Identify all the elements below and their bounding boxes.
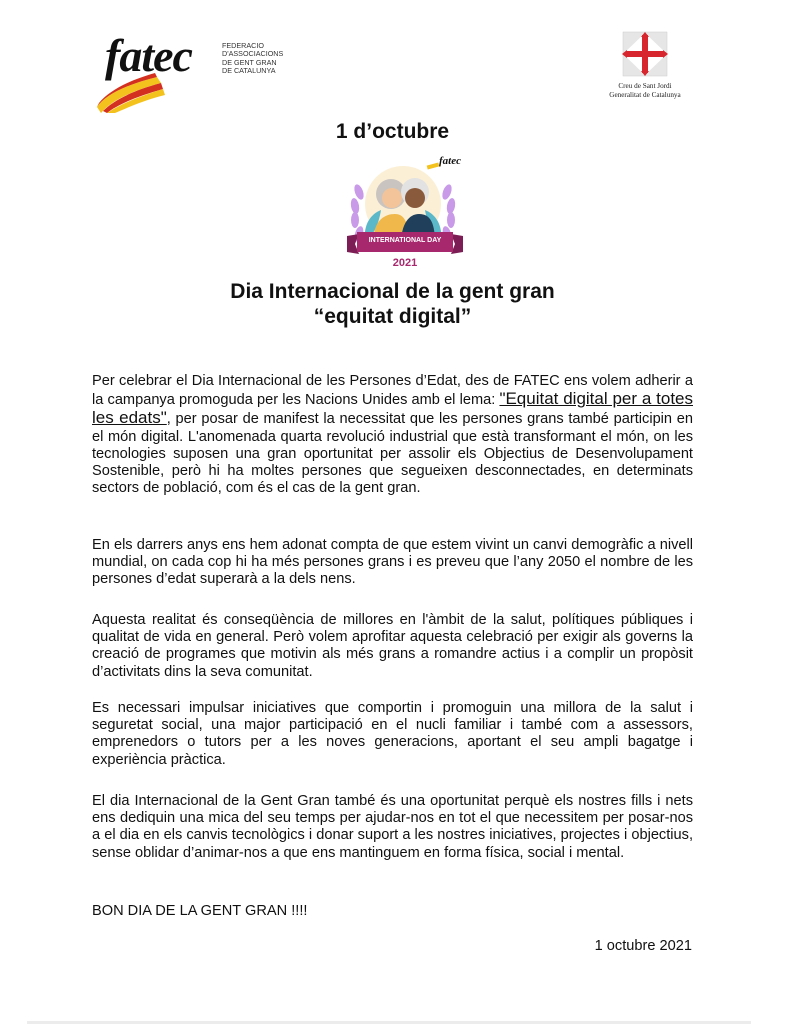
emblem-year: 2021 [392, 257, 418, 269]
ribbon-text: INTERNATIONAL DAY [368, 237, 442, 244]
main-title-line2: “equitat digital” [313, 305, 472, 328]
creu-caption-line: Creu de Sant Jordi [618, 82, 672, 90]
fatec-wordmark: fatec [105, 30, 192, 81]
emblem-fatec-logo: fatec [439, 155, 461, 167]
creu-caption-line: Generalitat de Catalunya [609, 91, 681, 99]
date-heading: 1 d’octubre [335, 120, 450, 143]
paragraph-2 [92, 537, 693, 589]
creu-sant-jordi-logo [595, 28, 695, 103]
paragraph-3-text: Aquesta realitat és conseqüència de millores en l'àmbit de la salut, polítiques públiques i qualitat de vida en general. Però volem aprofitar aquesta celebració per exigir als governs la creació de programes que motivin als més grans a romandre actius i a complir un propòsit d’activitats dins la seva comunitat. [92, 612, 693, 680]
main-title [0, 279, 785, 329]
signature-date: 1 octubre 2021 [594, 938, 692, 954]
closing-greeting: BON DIA DE LA GENT GRAN !!!! [92, 903, 308, 919]
paragraph-5 [92, 793, 693, 862]
campaign-slogan: "Equitat digital per a totes les edats" [92, 389, 693, 428]
paragraph-2-text: En els darrers anys ens hem adonat compta de que estem vivint un canvi demogràfic a nivell mundial, on cada cop hi ha més persones grans i es preveu que l’any 2050 el nombre de les persones d’edat superarà a la dels nens. [92, 537, 693, 588]
fatec-subtitle-line: DE GENT GRAN [222, 57, 277, 67]
paragraph-4-text: Es necessari impulsar iniciatives que comportin i promoguin una millora de la salut i seguretat social, una major participació en el nucli familiar i també com a assessors, emprenedors o tutors per a les noves generacions, aportant el seu ampli bagatge i experiència pràctica. [92, 700, 693, 768]
fatec-logo [95, 30, 295, 113]
paragraph-1-intro: Per celebrar el Dia Internacional de les Persones d’Edat, des de FATEC ens volem adherir a la campanya promoguda per les Nacions Unides amb el lema: [92, 373, 693, 409]
paragraph-1 [92, 373, 693, 497]
fatec-subtitle-line: DE CATALUNYA [222, 65, 276, 75]
paragraph-1-rest: , per posar de manifest la necessitat que les persones grans també participin en el món digital. L'anomenada quarta revolució industrial que està transformant el món, on les tecnologies suposen una gran oportunitat per assolir els Objectius de Desenvolupament Sostenible, però hi ha moltes persones que segueixen desconnectades, en determinats sectors de població, com és el cas de la gent gran. [92, 411, 693, 497]
paragraph-5-text: El dia Internacional de la Gent Gran també és una oportunitat perquè els nostres fills i nets ens dediquin una mica del seu temps per ajudar-nos en tot el que necessitem per posar-nos a el dia en els canvis tecnològics i donar suport a les nostres iniciatives, projectes i objectius, sense oblidar d’animar-nos a que ens mantinguem en forma física, social i mental. [92, 793, 693, 861]
red-cross-icon [595, 28, 695, 80]
paragraph-4 [92, 700, 693, 769]
creu-caption [595, 82, 695, 100]
fatec-subtitle-line: D'ASSOCIACIONS [222, 49, 284, 59]
paragraph-3 [92, 612, 693, 681]
older-couple-illustration [335, 152, 475, 272]
fatec-subtitle [222, 42, 283, 75]
main-title-line1: Dia Internacional de la gent gran [230, 280, 555, 303]
international-day-emblem [335, 152, 475, 272]
fatec-subtitle-line: FEDERACIO [222, 41, 264, 50]
